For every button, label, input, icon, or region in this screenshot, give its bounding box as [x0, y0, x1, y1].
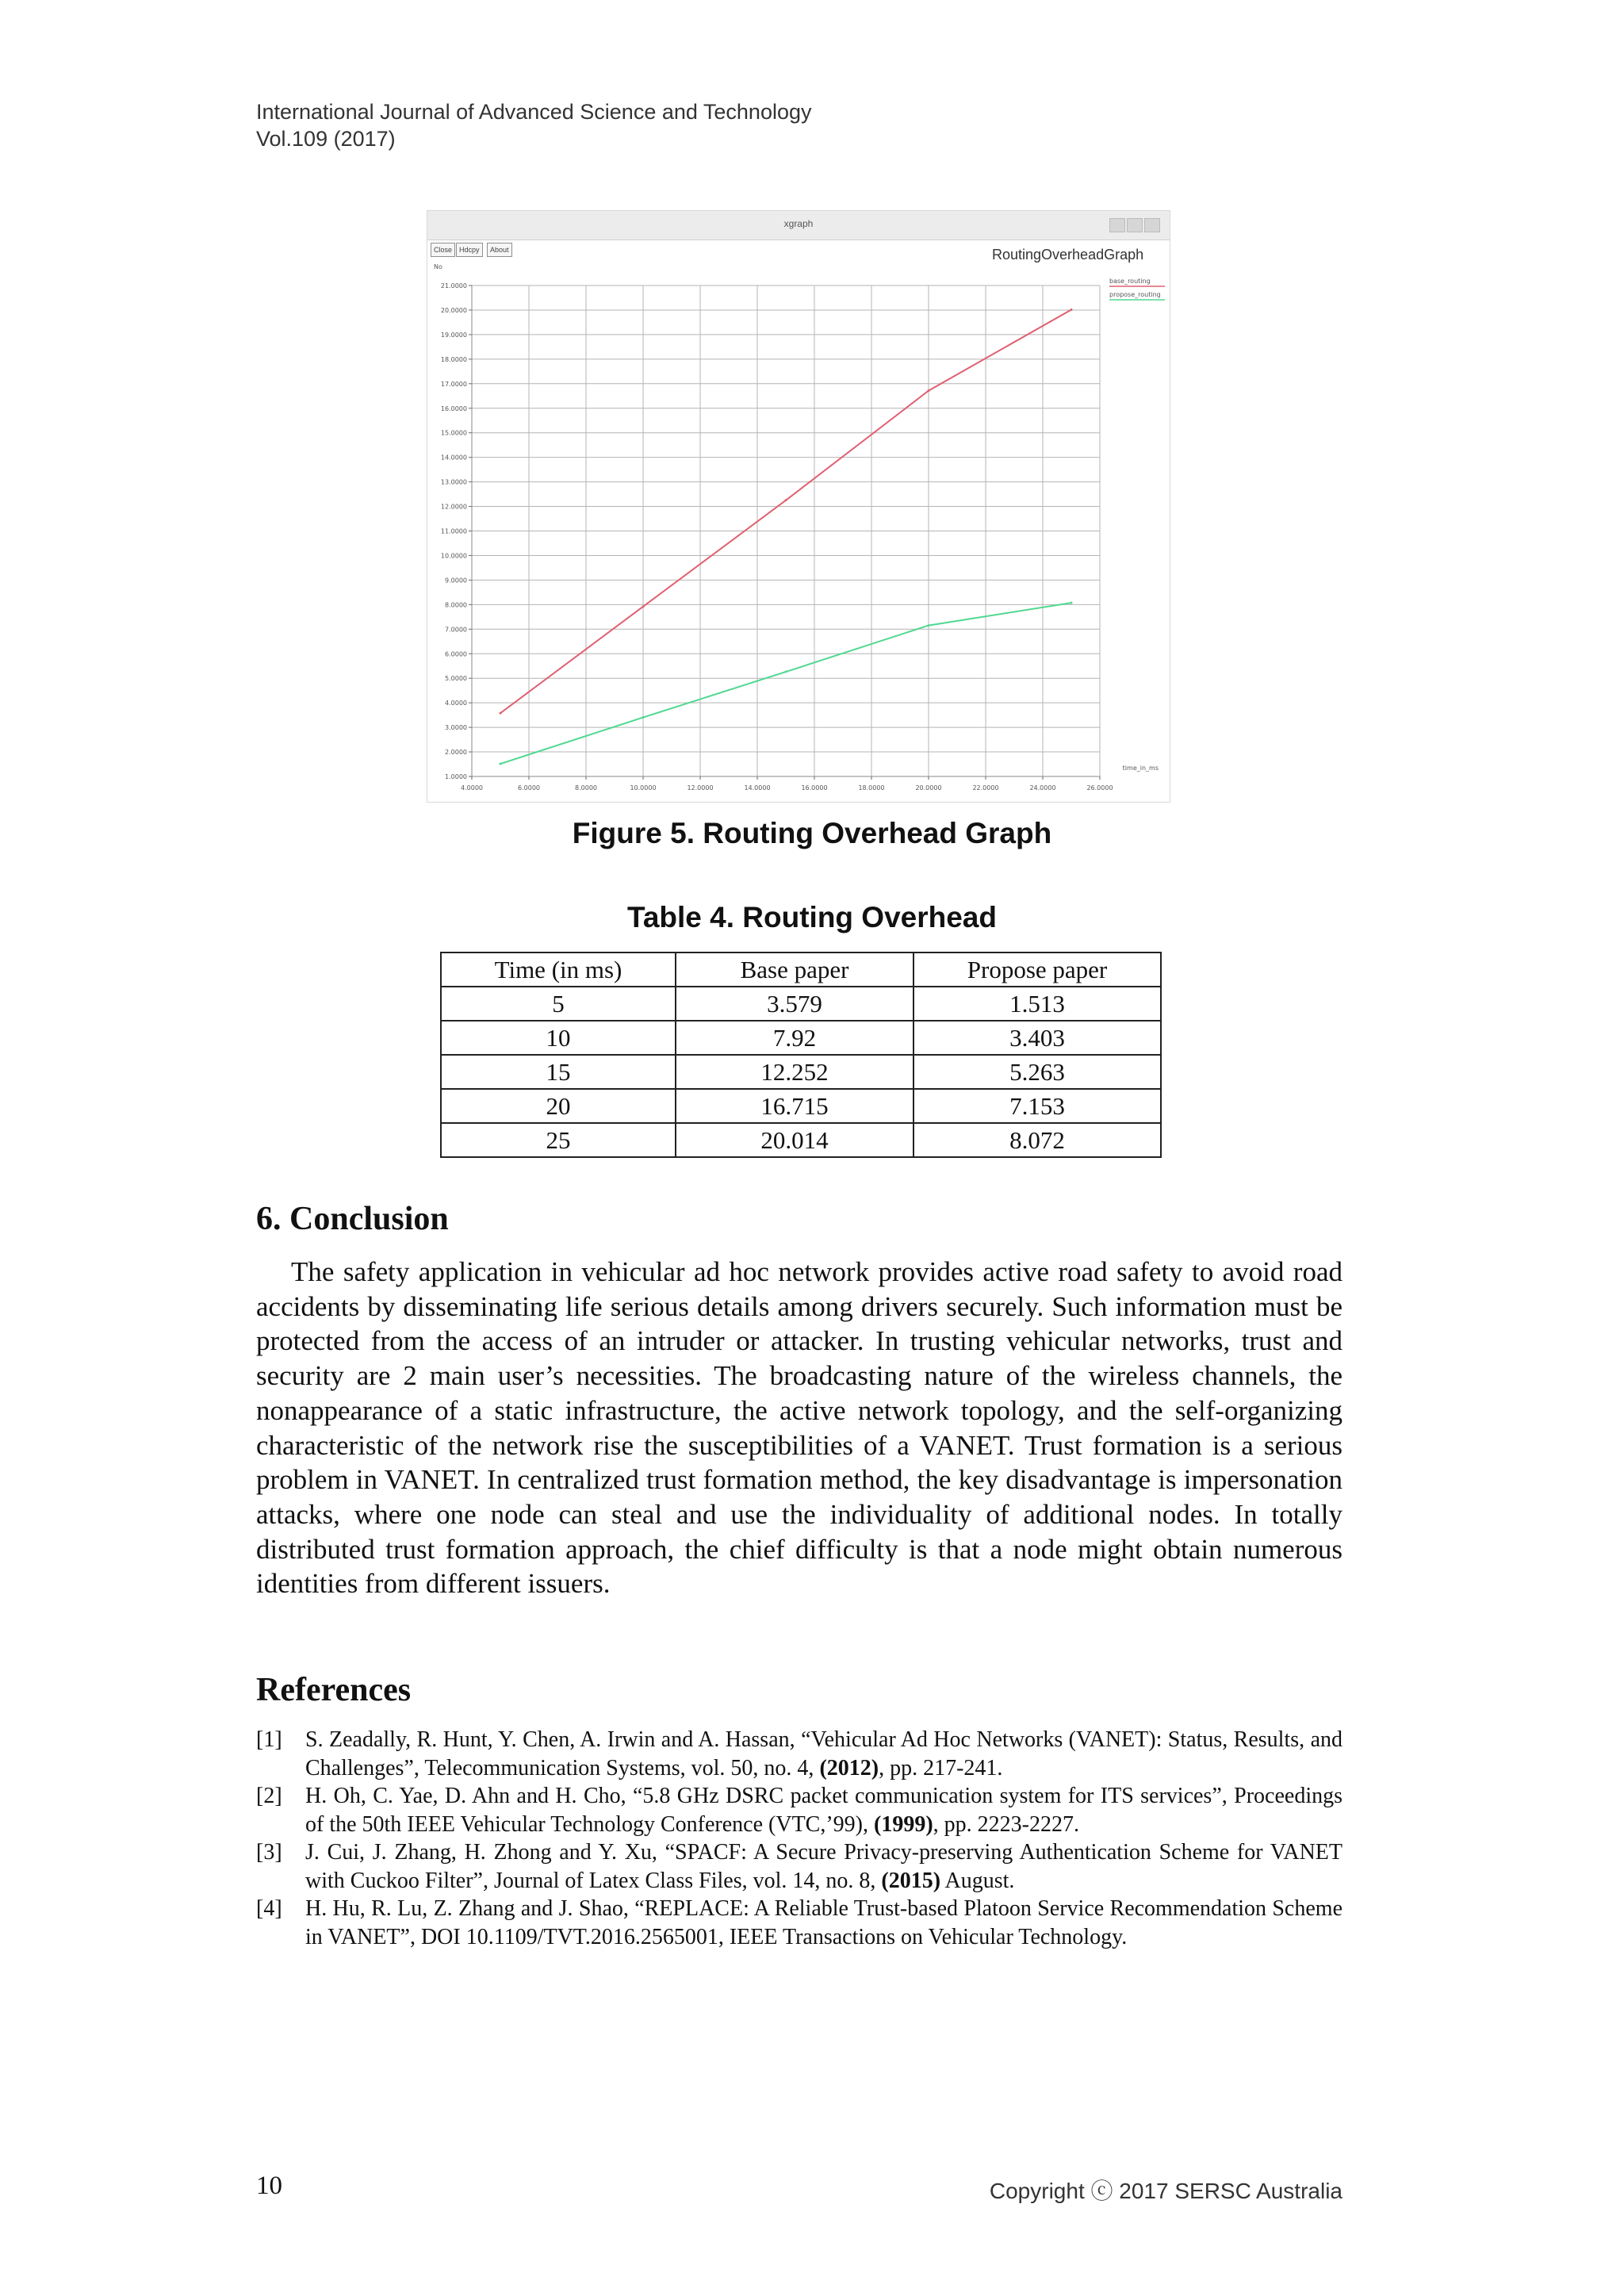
y-tick-label: 5.0000	[445, 675, 467, 683]
y-tick-label: 4.0000	[445, 700, 467, 707]
y-tick-label: 13.0000	[440, 478, 467, 486]
y-tick-label: 21.0000	[440, 282, 467, 289]
figure-caption: Figure 5. Routing Overhead Graph	[572, 817, 1052, 849]
table-cell: 25	[441, 1123, 676, 1157]
hdcpy-button[interactable]: Hdcpy	[456, 243, 483, 257]
y-tick-label: 1.0000	[445, 773, 467, 780]
reference-number: [1]	[256, 1727, 282, 1752]
table-cell: 12.252	[676, 1055, 914, 1089]
data-point-base_routing	[1071, 309, 1073, 311]
table-cell: 20	[441, 1089, 676, 1123]
data-point-propose_routing	[1071, 602, 1073, 604]
table-header-cell: Propose paper	[914, 953, 1161, 987]
xgraph-window	[427, 210, 1170, 803]
y-tick-label: 3.0000	[445, 724, 467, 732]
close-button[interactable]: Close	[431, 243, 455, 257]
y-tick-label: 17.0000	[440, 380, 467, 388]
x-tick-label: 24.0000	[1029, 784, 1056, 792]
x-tick-label: 18.0000	[858, 784, 885, 792]
y-axis-label: No	[434, 263, 442, 270]
table-cell: 20.014	[676, 1123, 914, 1157]
data-point-base_routing	[785, 499, 787, 501]
table-cell: 15	[441, 1055, 676, 1089]
reference-number: [2]	[256, 1784, 282, 1808]
references-heading: References	[256, 1672, 412, 1708]
data-point-base_routing	[928, 389, 930, 392]
table-row	[441, 1055, 1161, 1089]
reference-text: H. Hu, R. Lu, Z. Zhang and J. Shao, “REPLACE: A Reliable Trust-based Platoon Service Recommendation Scheme in VANET”, DOI 10.1109/TVT.2016.2565001, IEEE Transactions on Vehicular Technology.	[305, 1896, 1342, 1949]
x-tick-label: 4.0000	[461, 784, 483, 792]
table-row	[441, 1123, 1161, 1157]
y-tick-label: 2.0000	[445, 749, 467, 757]
y-tick-label: 11.0000	[440, 527, 467, 535]
y-tick-label: 20.0000	[440, 306, 467, 314]
table-cell: 3.403	[914, 1021, 1161, 1055]
table-row	[441, 987, 1161, 1021]
y-tick-label: 18.0000	[440, 355, 467, 363]
routing-overhead-table	[440, 952, 1162, 1158]
conclusion-heading: 6. Conclusion	[256, 1201, 449, 1237]
x-tick-label: 6.0000	[518, 784, 540, 792]
journal-volume: Vol.109 (2017)	[256, 127, 396, 151]
data-point-propose_routing	[928, 624, 930, 627]
y-tick-label: 15.0000	[440, 429, 467, 437]
y-tick-label: 8.0000	[445, 601, 467, 609]
table-cell: 7.153	[914, 1089, 1161, 1123]
y-tick-label: 12.0000	[440, 503, 467, 511]
data-point-base_routing	[500, 712, 502, 715]
table-cell: 5	[441, 987, 676, 1021]
table-header-cell: Base paper	[676, 953, 914, 987]
reference-text: S. Zeadally, R. Hunt, Y. Chen, A. Irwin and A. Hassan, “Vehicular Ad Hoc Networks (VANET): Status, Results, and Challenges”, Telecommunication Systems, vol. 50, no. 4, (2012), pp. 217-241.	[305, 1727, 1342, 1780]
y-tick-label: 6.0000	[445, 650, 467, 658]
y-tick-label: 14.0000	[440, 454, 467, 462]
data-point-base_routing	[642, 605, 645, 608]
window-title: xgraph	[783, 218, 814, 229]
reference-number: [3]	[256, 1840, 282, 1865]
x-tick-label: 16.0000	[801, 784, 828, 792]
table-cell: 16.715	[676, 1089, 914, 1123]
x-tick-label: 22.0000	[972, 784, 999, 792]
routing-overhead-chart	[427, 211, 1170, 802]
x-axis-label: time_in_ms	[1122, 765, 1159, 772]
table-header-cell: Time (in ms)	[441, 953, 676, 987]
table-header-row	[441, 953, 1161, 987]
legend-label: propose_routing	[1109, 291, 1161, 298]
reference-number: [4]	[256, 1896, 282, 1921]
table-cell: 1.513	[914, 987, 1161, 1021]
table-row	[441, 1021, 1161, 1055]
reference-text: H. Oh, C. Yae, D. Ahn and H. Cho, “5.8 GHz DSRC packet communication system for ITS services”, Proceedings of the 50th IEEE Vehicular Technology Conference (VTC,’99), (1999), pp. 2223-2227.	[305, 1784, 1342, 1837]
conclusion-paragraph: The safety application in vehicular ad hoc network provides active road safety to avoid road accidents by disseminating life serious details among drivers securely. Such information must be protected from the access of an intruder or attacker. In trusting vehicular networks, trust and security are 2 main user’s necessities. The broadcasting nature of the wireless channels, the nonappearance of a static infrastructure, the active network topology, and the self-organizing characteristic of the network rise the susceptibilities of a VANET. Trust formation is a serious problem in VANET. In centralized trust formation method, the key disadvantage is impersonation attacks, where one node can steal and use the individuality of additional nodes. In totally distributed trust formation approach, the chief difficulty is that a node might obtain numerous identities from different issuers.	[256, 1256, 1342, 1600]
legend-label: base_routing	[1109, 278, 1151, 285]
journal-header	[256, 98, 812, 152]
x-tick-label: 12.0000	[687, 784, 714, 792]
x-tick-label: 14.0000	[744, 784, 771, 792]
y-tick-label: 16.0000	[440, 404, 467, 412]
y-tick-label: 9.0000	[445, 577, 467, 585]
data-point-propose_routing	[642, 716, 645, 719]
page-number: 10	[256, 2171, 282, 2200]
table-cell: 7.92	[676, 1021, 914, 1055]
x-tick-label: 8.0000	[575, 784, 597, 792]
table-cell: 8.072	[914, 1123, 1161, 1157]
table-cell: 10	[441, 1021, 676, 1055]
copyright-notice: Copyright ⓒ 2017 SERSC Australia	[989, 2179, 1342, 2203]
table-cell: 5.263	[914, 1055, 1161, 1089]
graph-name: RoutingOverheadGraph	[992, 247, 1144, 263]
table-caption: Table 4. Routing Overhead	[626, 901, 997, 933]
journal-name: International Journal of Advanced Science and Technology	[256, 100, 812, 124]
y-tick-label: 19.0000	[440, 331, 467, 339]
y-tick-label: 10.0000	[440, 552, 467, 560]
y-tick-label: 7.0000	[445, 626, 467, 634]
data-point-propose_routing	[785, 671, 787, 673]
table-cell: 3.579	[676, 987, 914, 1021]
about-button[interactable]: About	[487, 243, 512, 257]
x-tick-label: 26.0000	[1086, 784, 1113, 792]
x-tick-label: 20.0000	[915, 784, 942, 792]
x-tick-label: 10.0000	[630, 784, 657, 792]
data-point-propose_routing	[500, 763, 502, 765]
table-row	[441, 1089, 1161, 1123]
reference-text: J. Cui, J. Zhang, H. Zhong and Y. Xu, “SPACF: A Secure Privacy-preserving Authentication Scheme for VANET with Cuckoo Filter”, Journal of Latex Class Files, vol. 14, no. 8, (2015) August.	[305, 1840, 1342, 1893]
